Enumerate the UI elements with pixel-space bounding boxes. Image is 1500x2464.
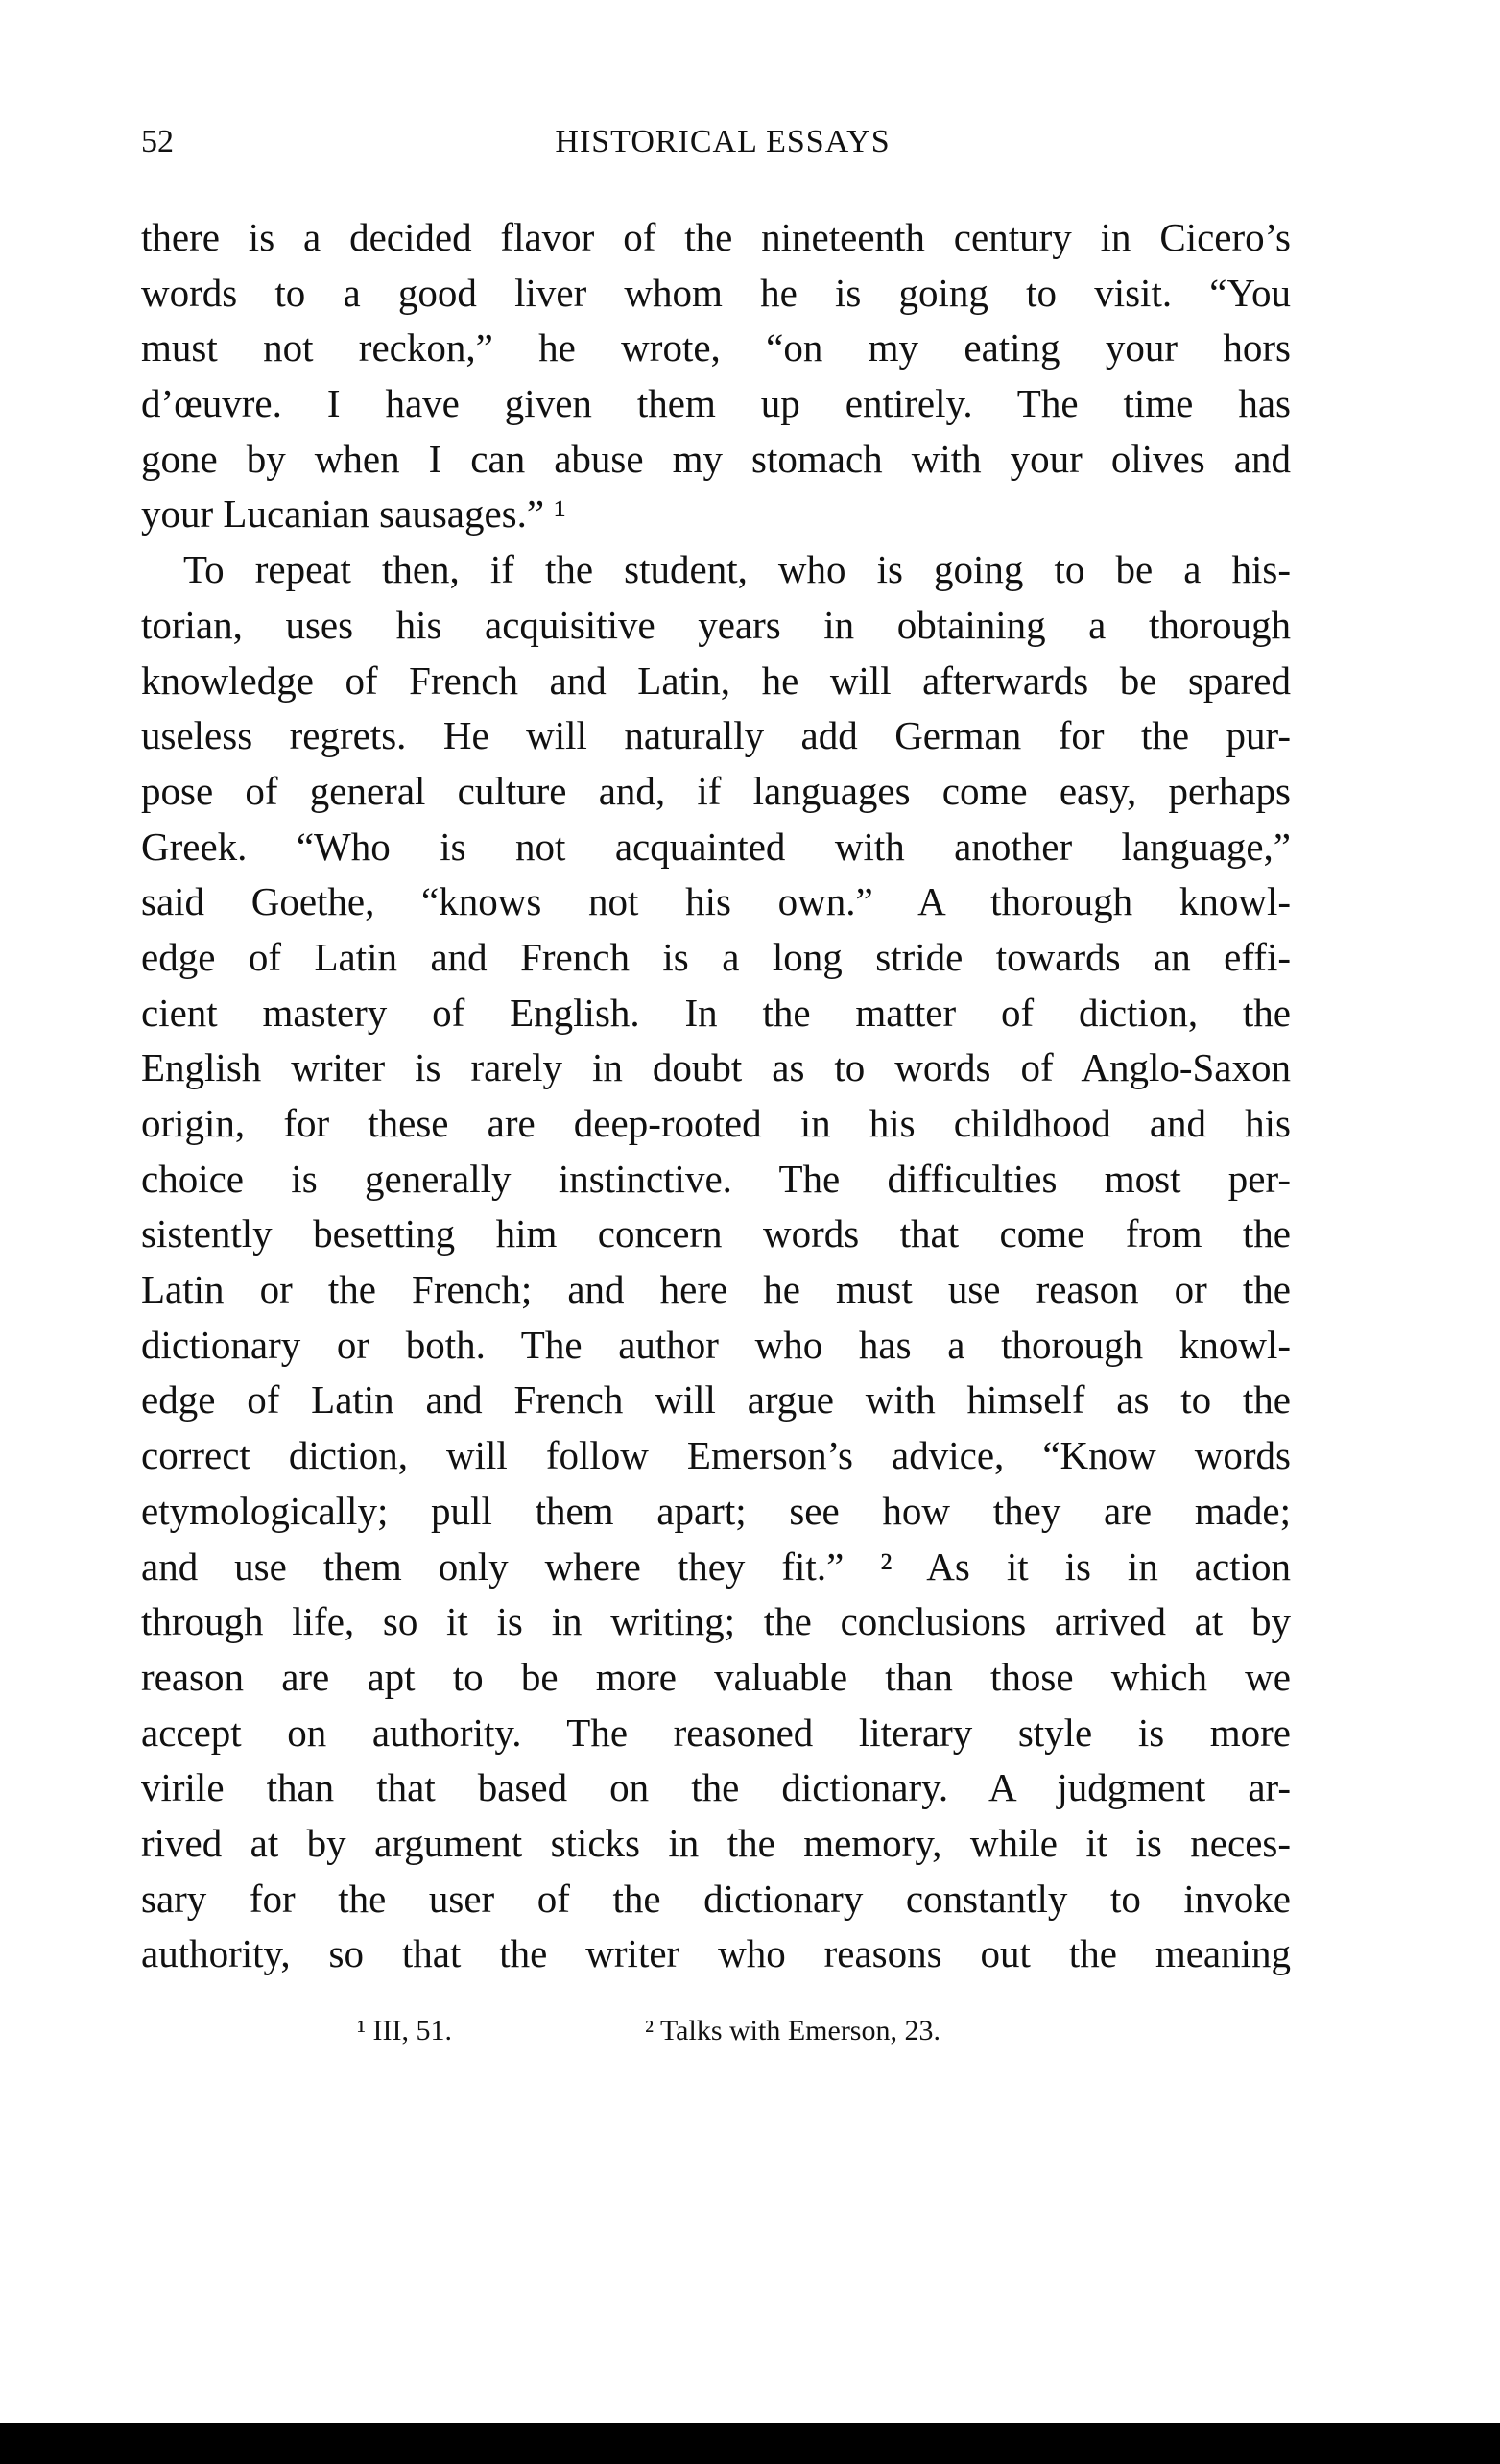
text-line: English writer is rarely in doubt as to words of Anglo-Saxon bbox=[141, 1045, 1291, 1090]
text-line: your Lucanian sausages.” ¹ bbox=[141, 491, 566, 537]
text-line: through life, so it is in writing; the conclusions arrived at by bbox=[141, 1599, 1291, 1644]
text-line: authority, so that the writer who reasons out the meaning bbox=[141, 1931, 1291, 1976]
text-line: choice is generally instinctive. The difficulties most per- bbox=[141, 1156, 1291, 1201]
text-line: origin, for these are deep-rooted in his childhood and his bbox=[141, 1101, 1291, 1145]
text-line: edge of Latin and French is a long stride towards an effi- bbox=[141, 934, 1291, 979]
text-line: cient mastery of English. In the matter of diction, the bbox=[141, 990, 1291, 1035]
text-line: torian, uses his acquisitive years in obtaining a thorough bbox=[141, 602, 1291, 647]
running-title: HISTORICAL ESSAYS bbox=[555, 124, 891, 159]
text-line: pose of general culture and, if languages come easy, perhaps bbox=[141, 768, 1291, 813]
footnote-2: ² Talks with Emerson, 23. bbox=[645, 2015, 940, 2046]
text-line: correct diction, will follow Emerson’s advice, “Know words bbox=[141, 1433, 1291, 1478]
text-line: sistently besetting him concern words that come from the bbox=[141, 1211, 1291, 1256]
page-number: 52 bbox=[141, 124, 174, 159]
text-line: Latin or the French; and here he must use reason or the bbox=[141, 1267, 1291, 1312]
body-text bbox=[141, 210, 1291, 1982]
text-line: there is a decided flavor of the nineteenth century in Cicero’s bbox=[141, 215, 1291, 259]
text-line: accept on authority. The reasoned literary style is more bbox=[141, 1710, 1291, 1755]
footnote-1: ¹ III, 51. bbox=[357, 2015, 452, 2046]
text-line: edge of Latin and French will argue with himself as to the bbox=[141, 1377, 1291, 1423]
text-line: said Goethe, “knows not his own.” A thorough knowl- bbox=[141, 879, 1291, 924]
text-line: To repeat then, if the student, who is going to be a his- bbox=[183, 547, 1291, 592]
text-line: useless regrets. He will naturally add German for the pur- bbox=[141, 713, 1291, 758]
text-line: gone by when I can abuse my stomach with your olives and bbox=[141, 436, 1291, 481]
text-line: rived at by argument sticks in the memory, while it is neces- bbox=[141, 1820, 1291, 1865]
text-line: and use them only where they fit.” ² As it is in action bbox=[141, 1543, 1291, 1589]
text-line: dictionary or both. The author who has a thorough knowl- bbox=[141, 1322, 1291, 1367]
text-line: must not reckon,” he wrote, “on my eating your hors bbox=[141, 325, 1291, 371]
text-line: virile than that based on the dictionary. A judgment ar- bbox=[141, 1765, 1291, 1810]
text-line: reason are apt to be more valuable than those which we bbox=[141, 1654, 1291, 1699]
text-line: words to a good liver whom he is going to visit. “You bbox=[141, 270, 1291, 315]
scan-edge-bar bbox=[0, 2423, 1500, 2464]
text-line: sary for the user of the dictionary constantly to invoke bbox=[141, 1876, 1291, 1921]
text-line: Greek. “Who is not acquainted with another language,” bbox=[141, 824, 1291, 869]
text-line: etymologically; pull them apart; see how they are made; bbox=[141, 1488, 1291, 1533]
text-line: knowledge of French and Latin, he will afterwards be spared bbox=[141, 658, 1291, 703]
text-line: d’œuvre. I have given them up entirely. The time has bbox=[141, 381, 1291, 426]
